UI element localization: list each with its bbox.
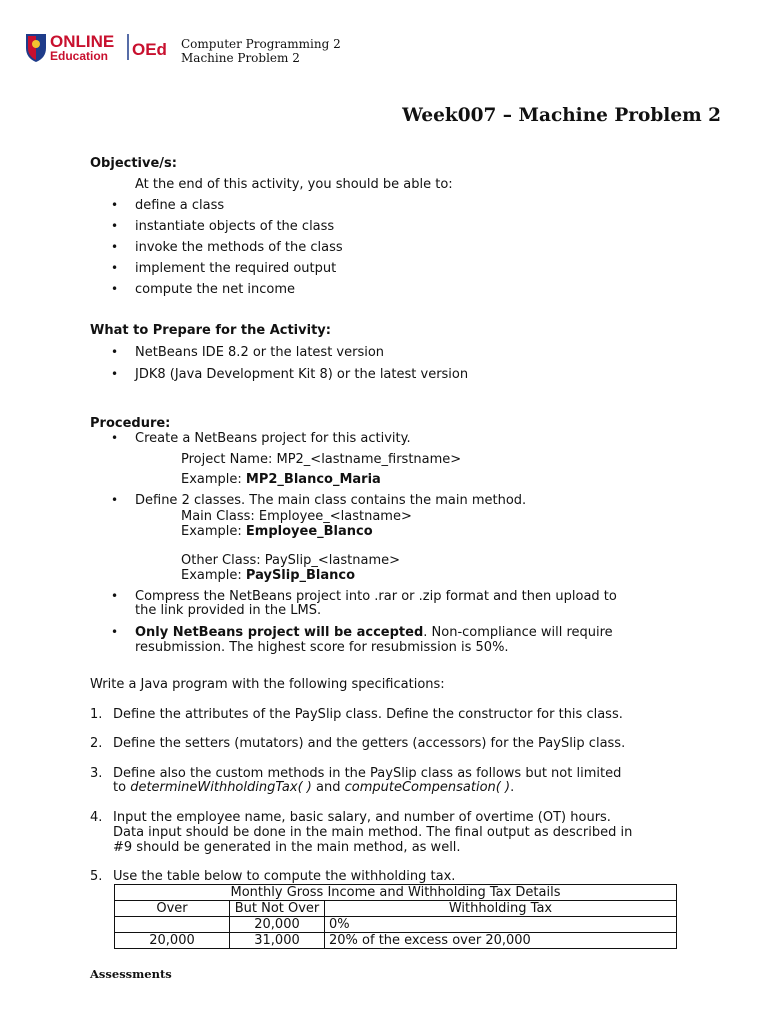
table-row: [115, 933, 677, 949]
objective-item: instantiate objects of the class: [135, 219, 335, 234]
assessments-heading: Assessments: [90, 967, 172, 981]
procedure-step-3-cont: the link provided in the LMS.: [135, 603, 322, 618]
procedure-step-3: Compress the NetBeans project into .rar or .zip format and then upload to: [135, 589, 617, 604]
procedure-heading: Procedure:: [90, 416, 171, 431]
column-header: Withholding Tax: [325, 901, 677, 917]
example-main-class: Example: Employee_Blanco: [181, 524, 373, 539]
table-cell: 31,000: [230, 933, 325, 949]
column-header: Over: [115, 901, 230, 917]
course-name: Computer Programming 2: [181, 37, 341, 51]
example-other-class: Example: PaySlip_Blanco: [181, 568, 356, 583]
procedure-step-4-cont: resubmission. The highest score for resubmission is 50%.: [135, 640, 509, 655]
table-caption: Monthly Gross Income and Withholding Tax Details: [115, 885, 677, 901]
withholding-tax-table: [114, 884, 677, 949]
column-header: But Not Over: [230, 901, 325, 917]
logo-oed-text: OEd: [132, 40, 167, 59]
project-name: Project Name: MP2_<lastname_firstname>: [181, 452, 462, 467]
problem-name: Machine Problem 2: [181, 51, 300, 65]
objectives-heading: Objective/s:: [90, 156, 177, 171]
spec-item-4-line2: Data input should be done in the main method. The final output as described in: [113, 825, 633, 840]
table-cell: 20,000: [230, 917, 325, 933]
objective-item: invoke the methods of the class: [135, 240, 343, 255]
objective-item: define a class: [135, 198, 225, 213]
objective-item: implement the required output: [135, 261, 337, 276]
procedure-step-2: Define 2 classes. The main class contains the main method.: [135, 493, 527, 508]
table-cell: 0%: [325, 917, 677, 933]
logo-education-text: Education: [50, 49, 109, 63]
document-header: [181, 37, 341, 65]
procedure-step-4: Only NetBeans project will be accepted. Non-compliance will require: [135, 625, 613, 640]
prepare-item: NetBeans IDE 8.2 or the latest version: [135, 345, 385, 360]
online-education-logo: [24, 30, 174, 64]
table-cell: 20% of the excess over 20,000: [325, 933, 677, 949]
prepare-item: JDK8 (Java Development Kit 8) or the latest version: [135, 367, 469, 382]
objectives-intro: At the end of this activity, you should be able to:: [135, 177, 453, 192]
table-cell: [115, 917, 230, 933]
spec-item-4-line3: #9 should be generated in the main method, as well.: [113, 840, 461, 855]
logo-online-text: ONLINE: [50, 32, 115, 51]
other-class: Other Class: PaySlip_<lastname>: [181, 553, 401, 568]
document-page: ONLINE Education OEd Computer Programming 2 Machine Problem 2 Week007 – Machine Problem 2 Objective/s: At the end of this activity, you should be able to: • define a class • instantiate objects of the class • invoke the methods of the class • implement the required output • compute the net income What to Prepare for the Activity: • NetBeans IDE 8.2 or the latest version • JDK8 (Java Development Kit 8) or the latest version Procedure: • Create a NetBeans project for this activity. Project Name: MP2_<lastname_firstname> Example: MP2_Blanco_Maria • Define 2 classes. The main class contains the main method. Main Class: Employee_<lastname> Example: Employee_Blanco Other Class: PaySlip_<lastname> Example: PaySlip_Blanco • Compress the NetBeans project into .rar or .zip format and then upload to the link provided in the LMS. • Only NetBeans project will be accepted. Non-compliance will require resubmission. The highest score for resubmission is 50%. Write a Java program with the following specifications: 1. Define the attributes of the PaySlip class. Define the constructor for this class. 2. Define the setters (mutators) and the getters (accessors) for the PaySlip class. 3. Define also the custom methods in the PaySlip class as follows but not limited to determineWithholdingTax( ) and computeCompensation( ). 4. Input the employee name, basic salary, and number of overtime (OT) hours. Data input should be done in the main method. The final output as described in #9 should be generated in the main method, as well. 5. Use the table below to compute the withholding tax. Monthly Gross Income and Withholding Tax Details Over But Not Over Withholding Tax 20,000 0% 20,000 31,000 20% of the excess over 20,000 Assessments: [0, 0, 768, 1024]
prepare-heading: What to Prepare for the Activity:: [90, 323, 331, 338]
example-project: Example: MP2_Blanco_Maria: [181, 472, 381, 487]
procedure-step-1: Create a NetBeans project for this activity.: [135, 431, 411, 446]
objective-item: compute the net income: [135, 282, 296, 297]
main-class: Main Class: Employee_<lastname>: [181, 509, 412, 524]
table-cell: 20,000: [115, 933, 230, 949]
page-title: Week007 – Machine Problem 2: [402, 105, 721, 126]
table-header-row: [115, 901, 677, 917]
specs-intro: Write a Java program with the following specifications:: [90, 677, 445, 692]
spec-item-3-cont: to determineWithholdingTax( ) and computeCompensation( ).: [113, 780, 515, 795]
table-row: [115, 917, 677, 933]
